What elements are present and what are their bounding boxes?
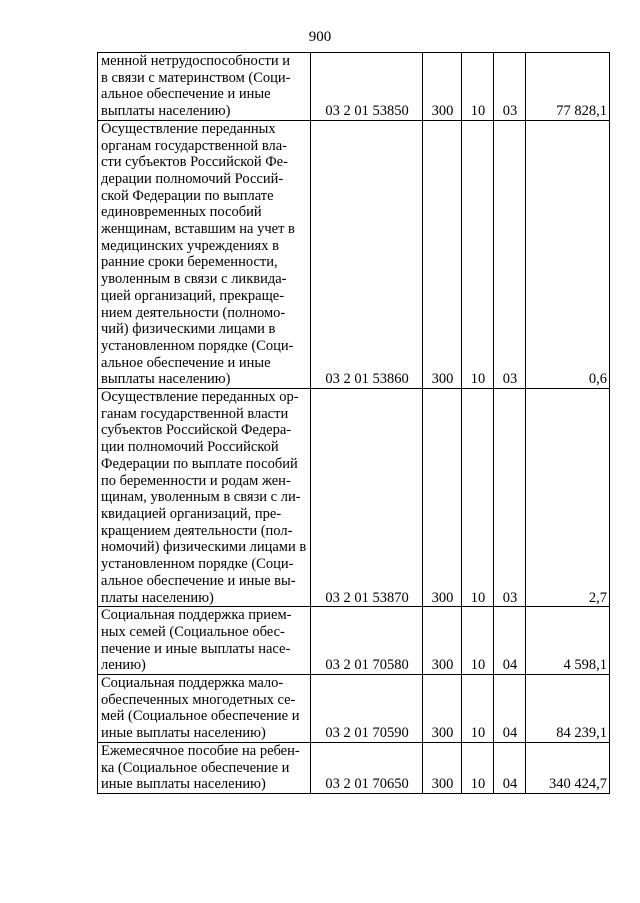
row-code: 03 2 01 53850: [311, 53, 423, 121]
table-row: [98, 53, 610, 121]
table-row: [98, 120, 610, 388]
row-subsection: 04: [494, 607, 526, 675]
row-expense-type: 300: [423, 389, 462, 607]
row-section: 10: [462, 607, 494, 675]
row-name: Осуществление переданных ор- ганам государственной власти субъектов Российской Федера- ции полномочий Российской Федерации по выплате пособий по беременности и родам жен- щинам, уволенным в связи с ли- квидацией организаций, пре- кращением деятельности (пол- номочий) физическими лицами в установленном порядке (Соци- альное обеспечение и иные вы- платы населению): [98, 389, 311, 607]
page-number: 900: [308, 29, 332, 45]
row-amount: 77 828,1: [526, 53, 610, 121]
row-amount: 84 239,1: [526, 675, 610, 743]
row-expense-type: 300: [423, 742, 462, 793]
row-code: 03 2 01 70580: [311, 607, 423, 675]
row-name: Осуществление переданных органам государственной вла- сти субъектов Российской Фе- дерации полномочий Россий- ской Федерации по выплате единовременных пособий женщинам, вставшим на учет в медицинских учреждениях в ранние сроки беременности, уволенным в связи с ликвида- цией организаций, прекраще- нием деятельности (полномо- чий) физическими лицами в установленном порядке (Соци- альное обеспечение и иные выплаты населению): [98, 120, 311, 388]
row-subsection: 03: [494, 389, 526, 607]
row-subsection: 04: [494, 742, 526, 793]
row-expense-type: 300: [423, 675, 462, 743]
table-row: [98, 389, 610, 607]
row-section: 10: [462, 675, 494, 743]
table-row: [98, 607, 610, 675]
row-section: 10: [462, 53, 494, 121]
row-section: 10: [462, 742, 494, 793]
row-name: Ежемесячное пособие на ребен- ка (Социальное обеспечение и иные выплаты населению): [98, 742, 311, 793]
row-section: 10: [462, 389, 494, 607]
row-subsection: 04: [494, 675, 526, 743]
row-amount: 340 424,7: [526, 742, 610, 793]
table-row: [98, 675, 610, 743]
row-amount: 4 598,1: [526, 607, 610, 675]
row-amount: 2,7: [526, 389, 610, 607]
row-amount: 0,6: [526, 120, 610, 388]
row-expense-type: 300: [423, 53, 462, 121]
row-name: менной нетрудоспособности и в связи с материнством (Соци- альное обеспечение и иные выплаты населению): [98, 53, 311, 121]
row-name: Социальная поддержка прием- ных семей (Социальное обес- печение и иные выплаты насе- лению): [98, 607, 311, 675]
row-code: 03 2 01 70590: [311, 675, 423, 743]
row-name: Социальная поддержка мало- обеспеченных многодетных се- мей (Социальное обеспечение и иные выплаты населению): [98, 675, 311, 743]
row-subsection: 03: [494, 120, 526, 388]
table-row: [98, 742, 610, 793]
row-expense-type: 300: [423, 607, 462, 675]
row-code: 03 2 01 53860: [311, 120, 423, 388]
budget-table: [97, 52, 610, 794]
row-code: 03 2 01 70650: [311, 742, 423, 793]
row-code: 03 2 01 53870: [311, 389, 423, 607]
row-section: 10: [462, 120, 494, 388]
row-subsection: 03: [494, 53, 526, 121]
row-expense-type: 300: [423, 120, 462, 388]
